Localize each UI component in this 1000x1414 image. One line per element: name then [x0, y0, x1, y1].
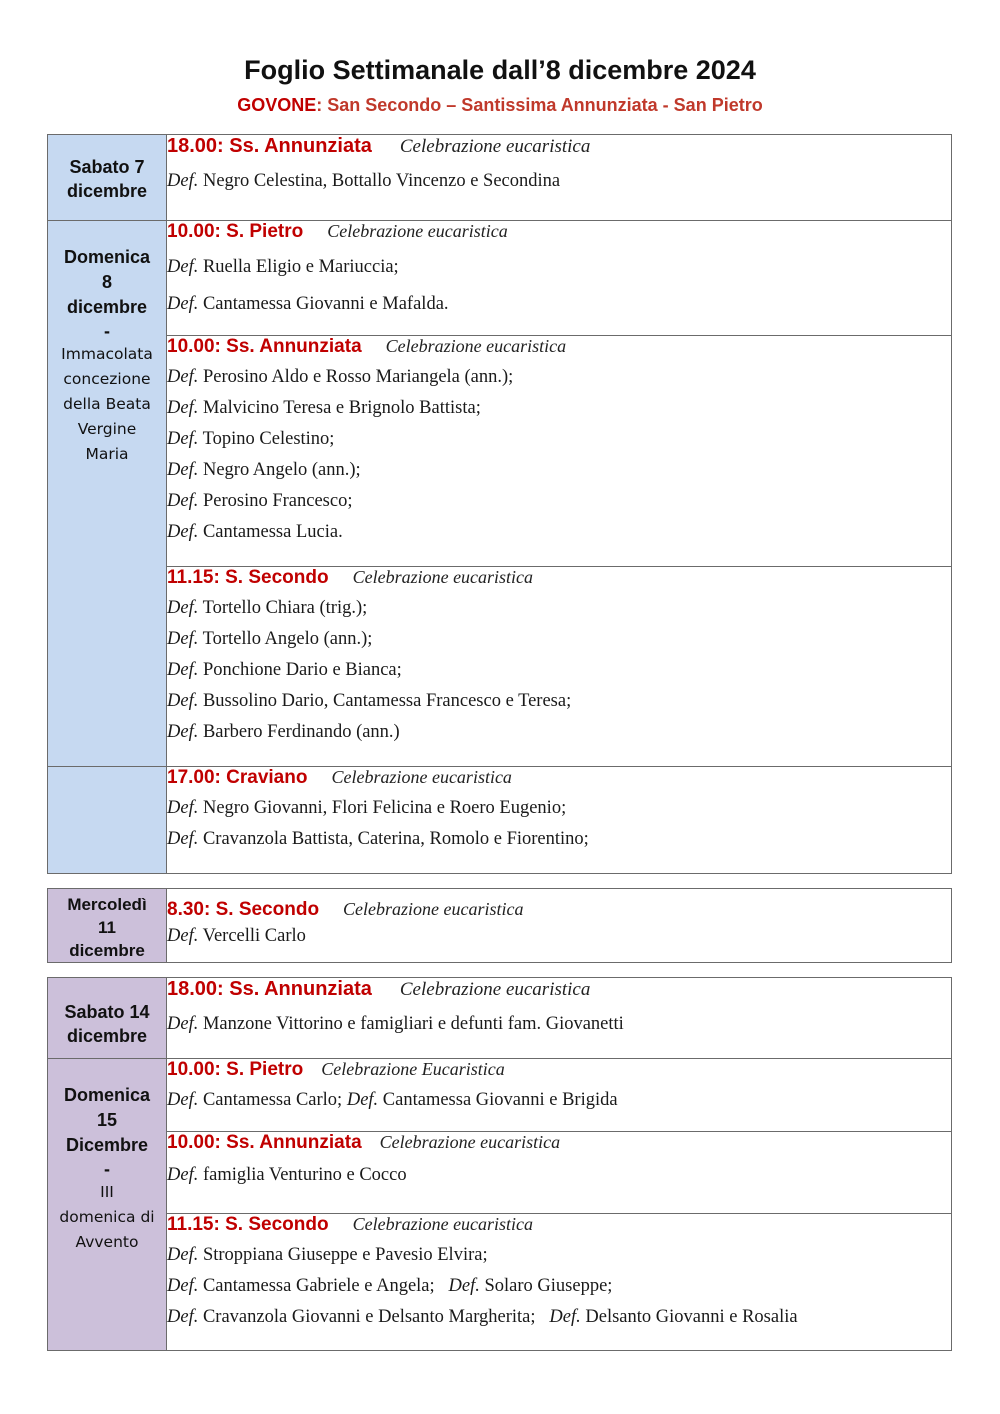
event-type: Celebrazione eucaristica — [352, 1214, 534, 1234]
subtitle-churches: : San Secondo – Santissima Annunziata - San Pietro — [316, 95, 763, 115]
event-header — [167, 336, 951, 358]
subtitle-town: GOVONE — [237, 95, 317, 115]
event-type: Celebrazione eucaristica — [385, 336, 567, 356]
event-cell — [167, 767, 952, 874]
intention-name: Negro Celestina, Bottallo Vincenzo e Secondina — [202, 171, 561, 191]
event-time: 10.00: Ss. Annunziata — [167, 1132, 362, 1153]
event-cell — [167, 135, 952, 221]
row-wed11 — [48, 889, 952, 963]
day-separator: - — [104, 321, 110, 341]
day-number: 8 — [101, 272, 112, 292]
day-cell-wed11 — [48, 889, 167, 963]
event-type: Celebrazione eucaristica — [327, 221, 508, 241]
day-label — [48, 221, 166, 467]
event-type: Celebrazione eucaristica — [352, 567, 534, 587]
intention-line: Def. Cantamessa Gabriele e Angela; Def. Solaro Giuseppe; — [167, 1276, 613, 1296]
event-cell — [167, 336, 952, 567]
day-cell-sun8 — [48, 221, 167, 767]
intention-line: Def. Tortello Angelo (ann.); — [167, 629, 373, 649]
day-month: dicembre — [66, 297, 148, 317]
event-time: 11.15: S. Secondo — [167, 567, 329, 588]
event-header — [167, 978, 951, 1001]
intention-line: Def. Malvicino Teresa e Brignolo Battista; — [167, 398, 481, 418]
feast-label: Immacolata concezione della Beata Vergine Maria — [61, 345, 153, 463]
intention-line: Def. Topino Celestino; — [167, 429, 335, 449]
row-sun8-b — [48, 336, 952, 567]
event-cell — [167, 1059, 952, 1132]
intention-line: Def. Negro Giovanni, Flori Felicina e Roero Eugenio; — [167, 798, 567, 818]
intention-line — [167, 166, 951, 197]
row-sun8-a — [48, 221, 952, 336]
intention-line: Def. Perosino Francesco; — [167, 491, 353, 511]
event-header — [167, 567, 951, 589]
event-cell — [167, 1214, 952, 1351]
day-label: Sabato 7 dicembre — [66, 157, 148, 201]
row-sun15-b — [48, 1132, 952, 1214]
event-type: Celebrazione eucaristica — [399, 136, 591, 157]
page-title: Foglio Settimanale dall’8 dicembre 2024 — [244, 55, 756, 85]
intention-line: Def. Cravanzola Giovanni e Delsanto Margherita; Def. Delsanto Giovanni e Rosalia — [167, 1307, 798, 1327]
def-label: Def. — [167, 171, 199, 191]
intention-line: Def. Cantamessa Carlo; Def. Cantamessa Giovanni e Brigida — [167, 1090, 618, 1110]
intention-line: Def. Perosino Aldo e Rosso Mariangela (ann.); — [167, 367, 514, 387]
event-time: 10.00: S. Pietro — [167, 221, 304, 242]
event-cell — [167, 221, 952, 336]
page-subtitle — [0, 95, 1000, 116]
event-type: Celebrazione Eucaristica — [321, 1059, 505, 1079]
schedule-table-week1 — [47, 134, 952, 874]
event-header — [167, 1059, 951, 1081]
day-cell-sat14 — [48, 978, 167, 1059]
schedule-table-wed11 — [47, 888, 952, 963]
row-sun15-a — [48, 1059, 952, 1132]
day-cell-sun15 — [48, 1059, 167, 1351]
event-type: Celebrazione eucaristica — [379, 1132, 561, 1152]
intention-line: Def. Tortello Chiara (trig.); — [167, 598, 368, 618]
event-time: 17.00: Craviano — [167, 767, 308, 788]
event-header — [167, 899, 951, 921]
day-name: Domenica — [63, 247, 151, 267]
feast-label: III domenica di Avvento — [59, 1183, 155, 1251]
event-header — [167, 1132, 951, 1154]
event-time: 10.00: Ss. Annunziata — [167, 336, 362, 357]
day-cell-sat7 — [48, 135, 167, 221]
event-cell — [167, 889, 952, 963]
row-sun8-c — [48, 567, 952, 767]
event-type: Celebrazione eucaristica — [331, 767, 512, 787]
day-label: Sabato 14 dicembre — [64, 1002, 150, 1046]
intention-line: Def. Negro Angelo (ann.); — [167, 460, 361, 480]
event-time: 18.00: Ss. Annunziata — [167, 135, 372, 157]
intention-line: Def. Cantamessa Lucia. — [167, 522, 343, 542]
intention-line: Def. Cantamessa Giovanni e Mafalda. — [167, 294, 449, 314]
event-time: 8.30: S. Secondo — [167, 899, 320, 920]
event-type: Celebrazione eucaristica — [343, 899, 524, 919]
event-time: 18.00: Ss. Annunziata — [167, 978, 372, 1000]
day-label: Mercoledì 11 dicembre — [67, 895, 147, 960]
row-craviano — [48, 767, 952, 874]
intention-line: Def. Ponchione Dario e Bianca; — [167, 660, 402, 680]
event-cell — [167, 978, 952, 1059]
event-time: 10.00: S. Pietro — [167, 1059, 304, 1080]
row-sun15-c — [48, 1214, 952, 1351]
intention-line: Def. famiglia Venturino e Cocco — [167, 1165, 407, 1185]
event-header — [167, 1214, 951, 1236]
intention-line: Def. Barbero Ferdinando (ann.) — [167, 722, 400, 742]
intention-line: Def. Bussolino Dario, Cantamessa Francesco e Teresa; — [167, 691, 572, 711]
event-header — [167, 767, 951, 789]
intention-line: Def. Vercelli Carlo — [167, 926, 306, 946]
intention-line: Def. Cravanzola Battista, Caterina, Romolo e Fiorentino; — [167, 829, 589, 849]
event-cell — [167, 1132, 952, 1214]
event-cell — [167, 567, 952, 767]
event-header — [167, 221, 951, 243]
day-label: Domenica 15 Dicembre - III domenica di Avvento — [48, 1059, 166, 1255]
row-sat7 — [48, 135, 952, 221]
row-sat14 — [48, 978, 952, 1059]
intention-line: Def. Manzone Vittorino e famigliari e defunti fam. Giovanetti — [167, 1014, 624, 1034]
intention-line: Def. Ruella Eligio e Mariuccia; — [167, 257, 399, 277]
event-header — [167, 135, 951, 158]
intention-line: Def. Stroppiana Giuseppe e Pavesio Elvira; — [167, 1245, 488, 1265]
event-type: Celebrazione eucaristica — [399, 979, 591, 1000]
day-cell-empty — [48, 767, 167, 874]
event-time: 11.15: S. Secondo — [167, 1214, 329, 1235]
schedule-table-week2 — [47, 977, 952, 1351]
